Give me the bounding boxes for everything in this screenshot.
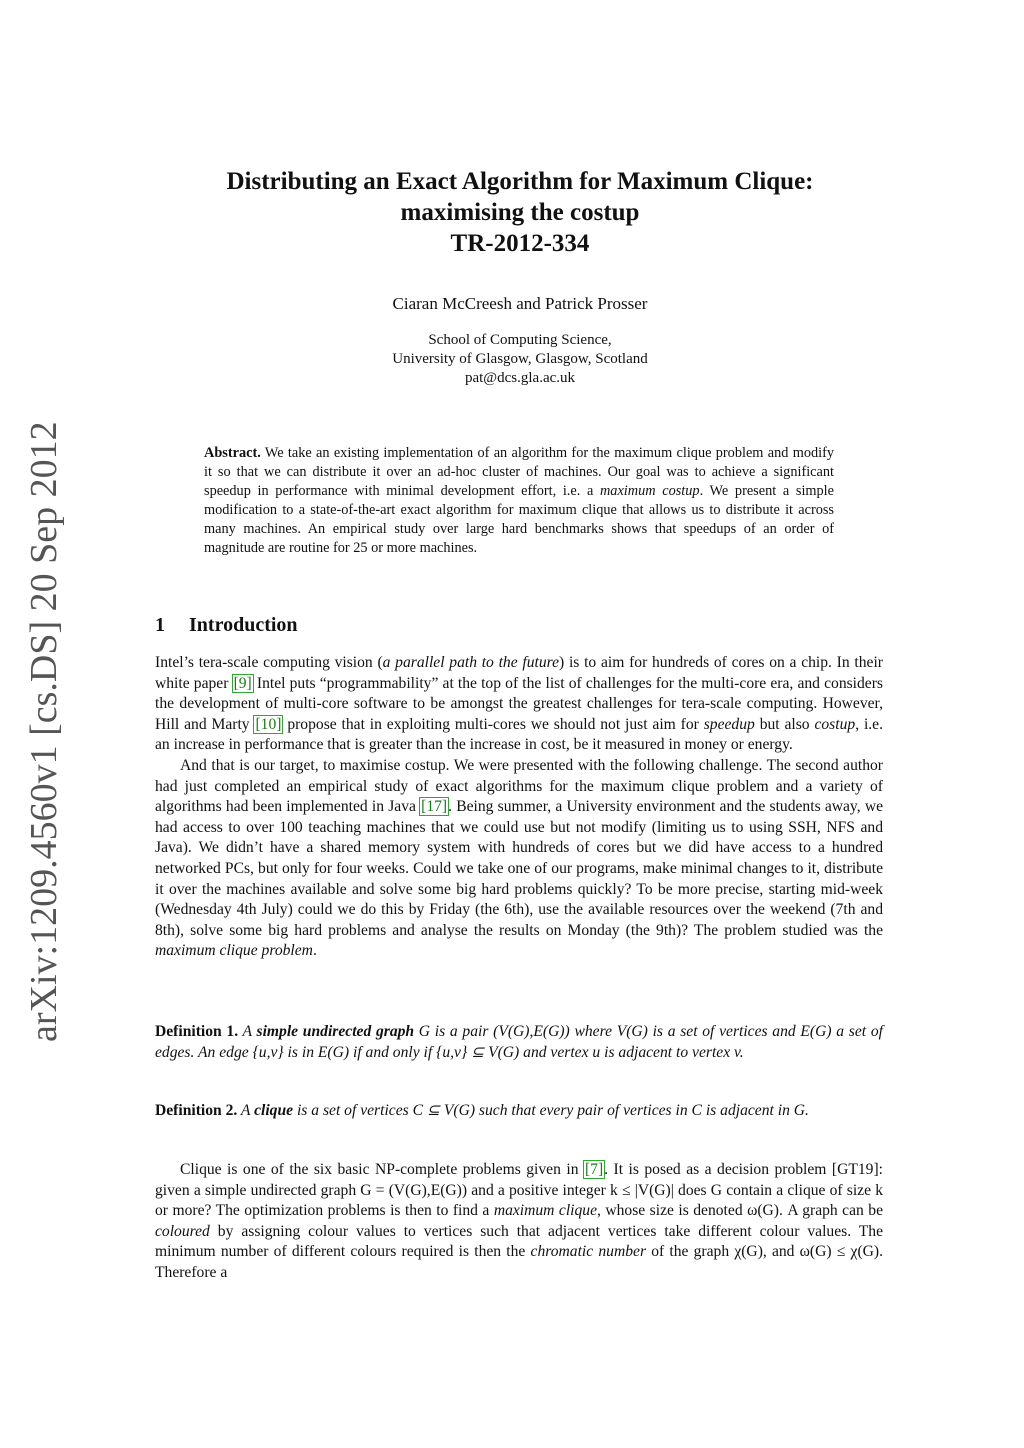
emphasis: a parallel path to the future [382,654,560,671]
author-email[interactable]: pat@dcs.gla.ac.uk [464,370,576,386]
paragraph-3 [155,1160,883,1284]
abstract-emphasis: maximum costup [599,483,700,499]
text: . [312,942,317,960]
text: Intel’s tera-scale computing vision ( [155,654,383,671]
text: And that is our target, to maximise costup. We were presented with the following challenge. The second author had just completed an empirical study of exact algorithms for the maximum clique problem and a variety of algorithms had been implemented in Java [155,756,883,816]
paper-title [120,166,920,259]
arxiv-identifier: arXiv:1209.4560v1 [cs.DS] 20 Sep 2012 [23,421,65,1042]
definition-1 [155,1022,883,1063]
affiliation-university: University of Glasgow, Glasgow, Scotland [392,351,648,367]
paragraph-2 [155,756,883,962]
text: , i.e. an increase in performance that is greater than the increase in cost, be it measured in money or energy. [155,715,883,754]
emphasis: coloured [155,1222,210,1240]
text: . It is posed as a decision problem [GT19]: given a simple undirected graph G = (V(G),E(G)) and a positive integer k ≤ |V(G)| does G contain a clique of size k or more? The optimization problems is then to find a [155,1161,883,1220]
text: , whose size is denoted ω(G). A graph can be [597,1202,883,1220]
definition-2 [155,1101,883,1122]
title-line-2: maximising the costup [400,199,640,226]
paragraph-1 [155,653,883,756]
emphasis: speedup [703,715,755,733]
text: by assigning colour values to vertices such that adjacent vertices take different colour values. The minimum number of different colours required is then the [155,1222,883,1261]
title-line-1: Distributing an Exact Algorithm for Maximum Clique: [226,168,814,195]
abstract-label: Abstract. [204,445,261,461]
emphasis: maximum clique [493,1202,598,1220]
definition-label: Definition 2. [155,1102,238,1119]
defined-term: simple undirected graph [256,1023,415,1040]
emphasis: costup [814,715,856,733]
authors: Ciaran McCreesh and Patrick Prosser [392,294,648,313]
emphasis: chromatic number [530,1243,647,1261]
text: Clique is one of the six basic NP-complete problems given in [180,1161,584,1178]
text: ) is to aim for hundreds of cores on a chip. In their white paper [155,654,883,692]
citation-link[interactable]: [9] [233,674,252,692]
text: but also [754,715,815,733]
citation-link[interactable]: [10] [255,715,282,733]
text: is a set of vertices C ⊆ V(G) such that every pair of vertices in C is adjacent in G. [293,1102,809,1119]
affiliation-school: School of Computing Science, [428,332,612,348]
text: . Being summer, a University environment and the students away, we had access to over 100 teaching machines that we could use but not modify (limiting us to using SSH, NFS and Java). We didn’t have a shared memory system with hundreds of cores but we did have access to a hundred networked PCs, but only for four weeks. Could we take one of our programs, make minimal changes to it, distribute it over the machines available and solve some big hard problems quickly? To be more precise, starting mid-week (Wednesday 4th July) could we do this by Friday (the 6th), use the available resources over the weekend (7th and 8th), solve some big hard problems and analyse the results on Monday (the 9th)? The problem studied was the [155,798,884,939]
paragraph-3-container [155,1160,883,1284]
citation-link[interactable]: [7] [584,1161,604,1178]
section-title: Introduction [189,614,298,636]
defined-term: clique [254,1102,294,1119]
text: A [237,1102,255,1119]
abstract-text-cont: . We present a simple modification to a state-of-the-art exact algorithm for maximum clique that allows us to distribute it across many machines. An empirical study over large hard benchmarks shows that speedups of an order of magnitude are routine for 25 or more machines. [204,483,835,556]
text: propose that in exploiting multi-cores we should not just aim for [282,715,704,733]
definition-label: Definition 1. [155,1023,239,1040]
emphasis: maximum clique problem [155,942,313,960]
abstract-text: We take an existing implementation of an algorithm for the maximum clique problem and modify it so that we can distribute it over an ad-hoc cluster of machines. Our goal was to achieve a significant speedup in performance with minimal development effort, i.e. a [204,445,834,499]
intro-paragraphs [155,653,883,962]
text: G is a pair (V(G),E(G)) where V(G) is a set of vertices and E(G) a set of edges. An edge {u,v} is in E(G) if and only if {u,v} ⊆ V(G) and vertex u is adjacent to vertex v. [155,1023,883,1061]
text: A [238,1023,257,1040]
text: of the graph χ(G), and ω(G) ≤ χ(G). Therefore a [155,1243,883,1281]
report-number: TR-2012-334 [450,230,590,257]
section-number: 1 [155,614,165,636]
abstract [204,444,834,558]
citation-link[interactable]: [17] [421,798,448,816]
affiliation [120,331,920,388]
text: Intel puts “programmability” at the top of the list of challenges for the multi-core era, and considers the development of multi-core software to be amongst the greatest challenges for tera-scale computing. However, Hill and Marty [155,674,883,733]
section-heading [155,614,298,637]
